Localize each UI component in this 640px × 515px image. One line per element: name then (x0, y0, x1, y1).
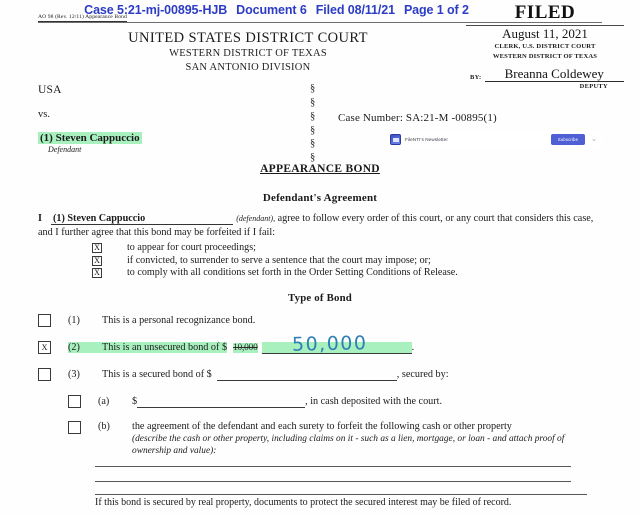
defendant-role-label: Defendant (48, 145, 82, 154)
subscribe-button[interactable]: Subscribe (551, 134, 585, 145)
agreement-defendant-word: (defendant), (236, 214, 276, 223)
checkbox-surety-agreement[interactable] (68, 421, 81, 434)
bond-option-3-body (102, 369, 604, 381)
filed-stamp-date: August 11, 2021 (502, 26, 588, 42)
court-heading (38, 30, 458, 74)
checkbox-surrender[interactable]: X (92, 256, 102, 266)
court-name: UNITED STATES DISTRICT COURT (128, 30, 368, 46)
bond-option-1[interactable] (38, 314, 604, 327)
sub-option-a-dollar: $ (132, 396, 138, 407)
newsletter-subscribe-widget[interactable] (386, 131, 602, 148)
newsletter-title: FileNTI's Newsletter (405, 137, 448, 142)
ecf-document-number: Document 6 (236, 2, 307, 17)
property-description-line-3[interactable] (95, 494, 587, 495)
sub-option-b-instructions: (describe the cash or other property, including claims on it - such as a lien, mortgage, or loan - and attach proof of ownership and value): (132, 434, 565, 457)
section-symbol: § (310, 138, 316, 150)
checkbox-personal-recognizance[interactable] (38, 314, 51, 327)
checkbox-secured-bond[interactable] (38, 368, 51, 381)
checkbox-comply[interactable]: X (92, 268, 102, 278)
section-title-type-of-bond: Type of Bond (288, 292, 352, 304)
obligation-row[interactable] (92, 255, 592, 268)
section-title-agreement: Defendant's Agreement (262, 192, 378, 204)
obligation-row[interactable] (92, 242, 592, 255)
filed-stamp-by-row (466, 67, 624, 82)
handwritten-amount: 50,000 (291, 332, 368, 356)
cash-amount-field[interactable] (137, 396, 305, 408)
property-description-line-1[interactable] (95, 466, 571, 467)
obligation-text: if convicted, to surrender to serve a sentence that the court may impose; or; (127, 254, 431, 266)
bond-option-2-period: . (411, 342, 415, 353)
agreement-defendant-name-field[interactable]: (1) Steven Cappuccio (51, 213, 233, 225)
sub-option-a-text: , in cash deposited with the court. (305, 396, 443, 407)
filed-stamp-clerk-line1: CLERK, U.S. DISTRICT COURT (494, 43, 596, 51)
page-title: APPEARANCE BOND (260, 163, 380, 175)
plaintiff-name: USA (38, 84, 62, 96)
section-symbol: § (310, 83, 316, 94)
property-description-line-2[interactable] (95, 481, 571, 482)
deputy-clerk-signature: Breanna Coldewey (485, 67, 625, 82)
filed-stamp-clerk-line2: WESTERN DISTRICT OF TEXAS (492, 53, 598, 61)
section-symbol: § (310, 152, 316, 164)
ecf-case-number: Case 5:21-mj-00895-HJB (84, 2, 228, 17)
ecf-page-number: Page 1 of 2 (403, 2, 469, 17)
bond-sub-option-b[interactable] (68, 421, 598, 458)
bond-option-3-text: This is a secured bond of $ (102, 369, 212, 380)
bond-sub-option-a[interactable] (68, 395, 598, 408)
bond-option-3[interactable] (38, 368, 604, 381)
form-number: AO 98 (Rev. 12/11) Appearance Bond (38, 14, 127, 20)
court-division: SAN ANTONIO DIVISION (185, 61, 311, 73)
bond-option-2-text: This is an unsecured bond of $ (102, 342, 228, 353)
chevron-down-icon[interactable]: ⌄ (591, 136, 597, 143)
agreement-paragraph (38, 212, 604, 241)
struck-amount: 10,000 (233, 342, 258, 353)
section-symbol: § (310, 96, 316, 108)
secured-amount-field[interactable] (217, 369, 397, 381)
newsletter-icon (390, 134, 401, 145)
real-property-note: If this bond is secured by real property, documents to protect the secured interest may be filed of record. (95, 497, 512, 508)
section-symbol: § (310, 124, 316, 136)
bond-option-1-text: This is a personal recognizance bond. (102, 315, 256, 326)
bond-option-3-number: (3) (68, 369, 80, 380)
filed-stamp-word: FILED (514, 2, 576, 23)
agreement-body-text: agree to follow every order of this court, or any court that considers this case, and I further agree that this bond may be forfeited if I fail: (38, 213, 594, 239)
checkbox-cash-deposit[interactable] (68, 395, 81, 408)
sub-option-b-body (132, 421, 598, 458)
section-symbol: § (310, 110, 316, 122)
court-district: WESTERN DISTRICT OF TEXAS (169, 48, 327, 60)
section-symbol-column (310, 82, 315, 165)
sub-option-b-text: the agreement of the defendant and each surety to forfeit the following cash or other property (132, 421, 512, 432)
checkbox-appear[interactable]: X (92, 243, 102, 253)
filed-stamp-deputy-label: DEPUTY (579, 83, 608, 91)
bond-option-2-number: (2) (68, 342, 102, 353)
filed-stamp-by-label: BY: (470, 74, 482, 82)
bond-option-3-suffix: , secured by: (396, 369, 449, 380)
obligation-text: to comply with all conditions set forth in the Order Setting Conditions of Release. (127, 267, 458, 279)
sub-option-a-number: (a) (98, 396, 110, 407)
obligation-text: to appear for court proceedings; (127, 242, 256, 254)
defendant-name-highlighted: (1) Steven Cappuccio (40, 132, 140, 144)
obligations-list (92, 242, 592, 280)
obligation-row[interactable] (92, 267, 592, 280)
bond-option-1-number: (1) (68, 315, 80, 326)
sub-option-b-number: (b) (98, 421, 110, 432)
filed-stamp (466, 3, 624, 90)
case-number: Case Number: SA:21-M -00895(1) (338, 112, 497, 124)
checkbox-unsecured-bond[interactable]: X (38, 341, 51, 354)
ecf-filed-date: Filed 08/11/21 (315, 2, 395, 17)
versus-label: vs. (38, 109, 50, 120)
agreement-i-label: I (38, 213, 42, 224)
